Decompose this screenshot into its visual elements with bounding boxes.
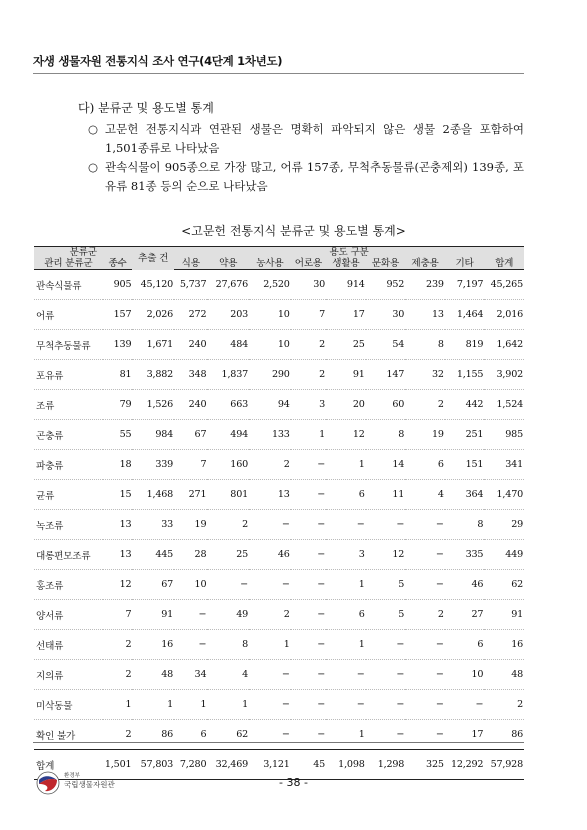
table-row bbox=[34, 420, 524, 450]
value-cell: 3,121 bbox=[249, 750, 291, 780]
value-cell: 1,464 bbox=[445, 300, 485, 330]
value-cell: 8 bbox=[366, 420, 406, 450]
value-cell: − bbox=[405, 570, 445, 600]
value-cell: 45 bbox=[291, 750, 326, 780]
value-cell: 91 bbox=[326, 360, 366, 390]
taxon-name-cell: 관속식물류 bbox=[34, 270, 103, 300]
value-cell: 48 bbox=[484, 660, 524, 690]
value-cell: 3 bbox=[291, 390, 326, 420]
value-cell: 62 bbox=[207, 720, 249, 750]
value-cell: 203 bbox=[207, 300, 249, 330]
value-cell: 2 bbox=[249, 600, 291, 630]
value-cell: − bbox=[366, 630, 406, 660]
value-cell: 1 bbox=[207, 690, 249, 720]
value-cell: 151 bbox=[445, 450, 485, 480]
value-cell: 86 bbox=[132, 720, 174, 750]
taxon-name-cell: 합계 bbox=[34, 750, 103, 780]
value-cell: 494 bbox=[207, 420, 249, 450]
value-cell: 10 bbox=[445, 660, 485, 690]
value-cell: 17 bbox=[445, 720, 485, 750]
value-cell: − bbox=[291, 510, 326, 540]
value-cell: 14 bbox=[366, 450, 406, 480]
bullet-text: 관속식물이 905종으로 가장 많고, 어류 157종, 무척추동물류(곤충제외) 139종, 포유류 81종 등의 순으로 나타났음 bbox=[105, 160, 524, 193]
value-cell: 16 bbox=[132, 630, 174, 660]
header-usage-column: 기타 bbox=[445, 258, 485, 270]
value-cell: − bbox=[291, 450, 326, 480]
value-cell: 985 bbox=[484, 420, 524, 450]
value-cell: 339 bbox=[132, 450, 174, 480]
value-cell: 2 bbox=[291, 330, 326, 360]
taxon-name-cell: 홍조류 bbox=[34, 570, 103, 600]
value-cell: 1,671 bbox=[132, 330, 174, 360]
footer-divider bbox=[33, 742, 524, 743]
value-cell: 2 bbox=[207, 510, 249, 540]
value-cell: 157 bbox=[103, 300, 133, 330]
value-cell: 1 bbox=[326, 720, 366, 750]
value-cell: 240 bbox=[174, 390, 207, 420]
value-cell: − bbox=[405, 690, 445, 720]
value-cell: 6 bbox=[326, 480, 366, 510]
value-cell: 19 bbox=[174, 510, 207, 540]
value-cell: 1 bbox=[326, 450, 366, 480]
table-row bbox=[34, 720, 524, 750]
value-cell: 1,642 bbox=[484, 330, 524, 360]
value-cell: 449 bbox=[484, 540, 524, 570]
value-cell: 12 bbox=[326, 420, 366, 450]
value-cell: 139 bbox=[103, 330, 133, 360]
value-cell: 5 bbox=[366, 570, 406, 600]
value-cell: 1 bbox=[174, 690, 207, 720]
value-cell: − bbox=[405, 660, 445, 690]
value-cell: 12,292 bbox=[445, 750, 485, 780]
value-cell: 1 bbox=[132, 690, 174, 720]
value-cell: 1,155 bbox=[445, 360, 485, 390]
value-cell: 7 bbox=[291, 300, 326, 330]
value-cell: 1 bbox=[326, 570, 366, 600]
value-cell: 2 bbox=[103, 630, 133, 660]
value-cell: 32 bbox=[405, 360, 445, 390]
value-cell: 914 bbox=[326, 270, 366, 300]
value-cell: 16 bbox=[484, 630, 524, 660]
value-cell: 6 bbox=[174, 720, 207, 750]
value-cell: 19 bbox=[405, 420, 445, 450]
taxon-name-cell: 선태류 bbox=[34, 630, 103, 660]
header-usage-label: 용도 구분 bbox=[174, 247, 524, 259]
header-count-label: 추출 건 bbox=[132, 247, 174, 270]
value-cell: 8 bbox=[445, 510, 485, 540]
value-cell: − bbox=[291, 480, 326, 510]
value-cell: − bbox=[405, 720, 445, 750]
value-cell: 1 bbox=[326, 630, 366, 660]
value-cell: 45,265 bbox=[484, 270, 524, 300]
header-usage-column: 식용 bbox=[174, 258, 207, 270]
value-cell: 445 bbox=[132, 540, 174, 570]
taxon-name-cell: 지의류 bbox=[34, 660, 103, 690]
value-cell: 30 bbox=[366, 300, 406, 330]
value-cell: 57,928 bbox=[484, 750, 524, 780]
value-cell: 79 bbox=[103, 390, 133, 420]
header-group-label: 분류군 bbox=[34, 247, 132, 259]
value-cell: 32,469 bbox=[207, 750, 249, 780]
value-cell: − bbox=[291, 540, 326, 570]
value-cell: − bbox=[249, 660, 291, 690]
value-cell: 4 bbox=[405, 480, 445, 510]
value-cell: − bbox=[405, 510, 445, 540]
value-cell: 239 bbox=[405, 270, 445, 300]
value-cell: 4 bbox=[207, 660, 249, 690]
table-row bbox=[34, 450, 524, 480]
value-cell: 1,524 bbox=[484, 390, 524, 420]
taxon-name-cell: 무척추동물류 bbox=[34, 330, 103, 360]
value-cell: 272 bbox=[174, 300, 207, 330]
section-heading: 다) 분류군 및 용도별 통계 bbox=[78, 101, 214, 115]
value-cell: 251 bbox=[445, 420, 485, 450]
header-divider bbox=[33, 73, 524, 74]
value-cell: 17 bbox=[326, 300, 366, 330]
value-cell: 984 bbox=[132, 420, 174, 450]
table-row bbox=[34, 330, 524, 360]
header-sub-label: 종수 bbox=[103, 258, 133, 270]
table-row bbox=[34, 690, 524, 720]
value-cell: 27 bbox=[445, 600, 485, 630]
value-cell: − bbox=[249, 720, 291, 750]
value-cell: 7,197 bbox=[445, 270, 485, 300]
value-cell: − bbox=[326, 510, 366, 540]
value-cell: 1,468 bbox=[132, 480, 174, 510]
bullet-mark: ○ bbox=[88, 160, 99, 174]
value-cell: 2,520 bbox=[249, 270, 291, 300]
value-cell: 1,526 bbox=[132, 390, 174, 420]
value-cell: 45,120 bbox=[132, 270, 174, 300]
value-cell: 2 bbox=[291, 360, 326, 390]
value-cell: 1,298 bbox=[366, 750, 406, 780]
page-number: - 38 - bbox=[279, 776, 308, 789]
taxon-name-cell: 양서류 bbox=[34, 600, 103, 630]
table-row bbox=[34, 480, 524, 510]
table-row bbox=[34, 600, 524, 630]
value-cell: 7 bbox=[174, 450, 207, 480]
value-cell: 1 bbox=[103, 690, 133, 720]
value-cell: 364 bbox=[445, 480, 485, 510]
value-cell: 15 bbox=[103, 480, 133, 510]
value-cell: 801 bbox=[207, 480, 249, 510]
value-cell: 10 bbox=[249, 300, 291, 330]
header-usage-column: 농사용 bbox=[249, 258, 291, 270]
header-usage-column: 약용 bbox=[207, 258, 249, 270]
table-row bbox=[34, 570, 524, 600]
value-cell: 25 bbox=[326, 330, 366, 360]
value-cell: 18 bbox=[103, 450, 133, 480]
value-cell: − bbox=[326, 690, 366, 720]
value-cell: 1,098 bbox=[326, 750, 366, 780]
value-cell: − bbox=[291, 720, 326, 750]
header-usage-column: 어로용 bbox=[291, 258, 326, 270]
value-cell: − bbox=[291, 630, 326, 660]
value-cell: 29 bbox=[484, 510, 524, 540]
value-cell: 5,737 bbox=[174, 270, 207, 300]
value-cell: 3,902 bbox=[484, 360, 524, 390]
value-cell: 1,501 bbox=[103, 750, 133, 780]
value-cell: 2 bbox=[405, 390, 445, 420]
value-cell: 335 bbox=[445, 540, 485, 570]
value-cell: 91 bbox=[484, 600, 524, 630]
table-row bbox=[34, 360, 524, 390]
value-cell: 81 bbox=[103, 360, 133, 390]
value-cell: 3 bbox=[326, 540, 366, 570]
value-cell: 2 bbox=[405, 600, 445, 630]
bullet-item bbox=[88, 158, 524, 196]
table-row bbox=[34, 630, 524, 660]
value-cell: 484 bbox=[207, 330, 249, 360]
table-row bbox=[34, 390, 524, 420]
table-row bbox=[34, 540, 524, 570]
value-cell: 290 bbox=[249, 360, 291, 390]
value-cell: 94 bbox=[249, 390, 291, 420]
value-cell: 8 bbox=[207, 630, 249, 660]
header-usage-column: 제충용 bbox=[405, 258, 445, 270]
value-cell: 905 bbox=[103, 270, 133, 300]
table-row bbox=[34, 510, 524, 540]
value-cell: 33 bbox=[132, 510, 174, 540]
value-cell: 10 bbox=[174, 570, 207, 600]
value-cell: − bbox=[249, 690, 291, 720]
value-cell: 6 bbox=[405, 450, 445, 480]
value-cell: 3,882 bbox=[132, 360, 174, 390]
value-cell: 348 bbox=[174, 360, 207, 390]
taxon-name-cell: 어류 bbox=[34, 300, 103, 330]
value-cell: − bbox=[366, 660, 406, 690]
value-cell: 62 bbox=[484, 570, 524, 600]
value-cell: 12 bbox=[103, 570, 133, 600]
value-cell: 20 bbox=[326, 390, 366, 420]
value-cell: 952 bbox=[366, 270, 406, 300]
value-cell: − bbox=[291, 600, 326, 630]
table-row bbox=[34, 300, 524, 330]
page-header-title: 자생 생물자원 전통지식 조사 연구(4단계 1차년도) bbox=[33, 54, 283, 68]
value-cell: 28 bbox=[174, 540, 207, 570]
value-cell: − bbox=[445, 690, 485, 720]
footer-logo-main: 국립생물자원관 bbox=[64, 780, 115, 789]
value-cell: − bbox=[207, 570, 249, 600]
value-cell: 341 bbox=[484, 450, 524, 480]
value-cell: − bbox=[291, 570, 326, 600]
header-usage-column: 합계 bbox=[484, 258, 524, 270]
value-cell: 133 bbox=[249, 420, 291, 450]
value-cell: 271 bbox=[174, 480, 207, 510]
header-usage-column: 문화용 bbox=[366, 258, 406, 270]
value-cell: 819 bbox=[445, 330, 485, 360]
table-row bbox=[34, 660, 524, 690]
table-row bbox=[34, 270, 524, 300]
value-cell: 10 bbox=[249, 330, 291, 360]
value-cell: − bbox=[405, 630, 445, 660]
value-cell: 46 bbox=[249, 540, 291, 570]
bullet-mark: ○ bbox=[88, 122, 99, 136]
value-cell: − bbox=[291, 660, 326, 690]
value-cell: 11 bbox=[366, 480, 406, 510]
value-cell: 2,016 bbox=[484, 300, 524, 330]
value-cell: − bbox=[405, 540, 445, 570]
value-cell: − bbox=[326, 660, 366, 690]
value-cell: − bbox=[249, 510, 291, 540]
value-cell: 7,280 bbox=[174, 750, 207, 780]
taxon-name-cell: 포유류 bbox=[34, 360, 103, 390]
taxon-name-cell: 녹조류 bbox=[34, 510, 103, 540]
value-cell: 2 bbox=[103, 720, 133, 750]
value-cell: 1,470 bbox=[484, 480, 524, 510]
value-cell: 27,676 bbox=[207, 270, 249, 300]
value-cell: 60 bbox=[366, 390, 406, 420]
header-usage-column: 생활용 bbox=[326, 258, 366, 270]
value-cell: 48 bbox=[132, 660, 174, 690]
value-cell: 67 bbox=[174, 420, 207, 450]
value-cell: 160 bbox=[207, 450, 249, 480]
bullet-text: 고문헌 전통지식과 연관된 생물은 명확히 파악되지 않은 생물 2종을 포함하여 1,501종류로 나타났음 bbox=[105, 122, 524, 155]
value-cell: 6 bbox=[445, 630, 485, 660]
value-cell: 5 bbox=[366, 600, 406, 630]
value-cell: 25 bbox=[207, 540, 249, 570]
value-cell: − bbox=[366, 690, 406, 720]
value-cell: 12 bbox=[366, 540, 406, 570]
value-cell: 663 bbox=[207, 390, 249, 420]
value-cell: 91 bbox=[132, 600, 174, 630]
statistics-table bbox=[34, 246, 524, 780]
value-cell: 442 bbox=[445, 390, 485, 420]
value-cell: − bbox=[366, 510, 406, 540]
value-cell: 13 bbox=[249, 480, 291, 510]
taxon-name-cell: 확인 불가 bbox=[34, 720, 103, 750]
value-cell: 49 bbox=[207, 600, 249, 630]
value-cell: 54 bbox=[366, 330, 406, 360]
value-cell: 86 bbox=[484, 720, 524, 750]
value-cell: 1,837 bbox=[207, 360, 249, 390]
taxon-name-cell: 파충류 bbox=[34, 450, 103, 480]
taxon-name-cell: 조류 bbox=[34, 390, 103, 420]
value-cell: 8 bbox=[405, 330, 445, 360]
header-sub-label: 관리 분류군 bbox=[34, 258, 103, 270]
value-cell: 13 bbox=[103, 510, 133, 540]
value-cell: 2 bbox=[103, 660, 133, 690]
value-cell: 2 bbox=[484, 690, 524, 720]
value-cell: 2,026 bbox=[132, 300, 174, 330]
value-cell: − bbox=[291, 690, 326, 720]
value-cell: 67 bbox=[132, 570, 174, 600]
taxon-name-cell: 대롱편모조류 bbox=[34, 540, 103, 570]
value-cell: 325 bbox=[405, 750, 445, 780]
value-cell: 13 bbox=[103, 540, 133, 570]
value-cell: 13 bbox=[405, 300, 445, 330]
taxon-name-cell: 미삭동물 bbox=[34, 690, 103, 720]
value-cell: 1 bbox=[249, 630, 291, 660]
value-cell: − bbox=[174, 600, 207, 630]
value-cell: 147 bbox=[366, 360, 406, 390]
table-body bbox=[34, 270, 524, 780]
value-cell: − bbox=[174, 630, 207, 660]
value-cell: 57,803 bbox=[132, 750, 174, 780]
value-cell: − bbox=[249, 570, 291, 600]
value-cell: 34 bbox=[174, 660, 207, 690]
value-cell: 6 bbox=[326, 600, 366, 630]
value-cell: 240 bbox=[174, 330, 207, 360]
taxon-name-cell: 곤충류 bbox=[34, 420, 103, 450]
bullet-item bbox=[88, 120, 524, 158]
taxon-name-cell: 균류 bbox=[34, 480, 103, 510]
value-cell: − bbox=[366, 720, 406, 750]
value-cell: 1 bbox=[291, 420, 326, 450]
value-cell: 55 bbox=[103, 420, 133, 450]
value-cell: 2 bbox=[249, 450, 291, 480]
table-caption: <고문헌 전통지식 분류군 및 용도별 통계> bbox=[181, 224, 406, 238]
value-cell: 30 bbox=[291, 270, 326, 300]
value-cell: 46 bbox=[445, 570, 485, 600]
value-cell: 7 bbox=[103, 600, 133, 630]
footer-logo-small: 환경부 bbox=[64, 773, 80, 779]
